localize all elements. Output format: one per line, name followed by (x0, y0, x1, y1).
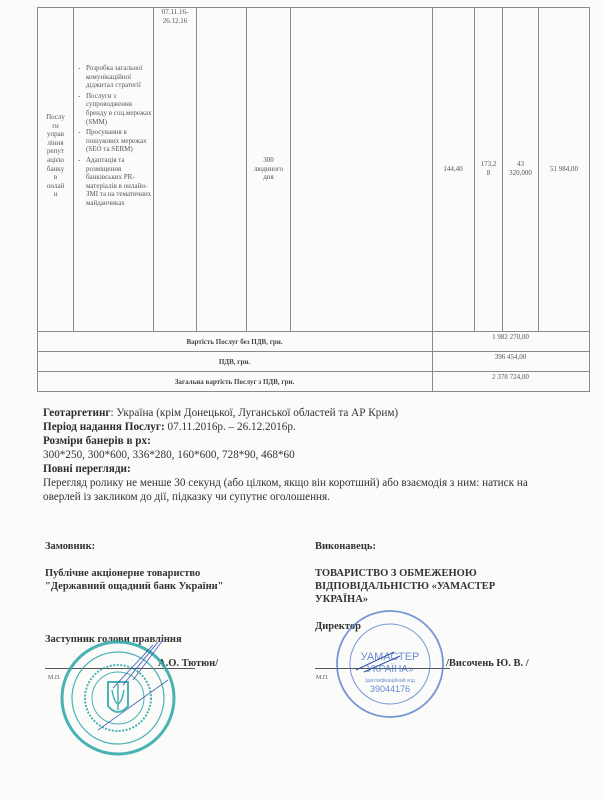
customer-signatory: А.О. Тютюн/ (158, 658, 219, 669)
stamp-code: 39044176 (369, 684, 411, 694)
customer-org-line2: "Державний ощадний банк України" (45, 581, 224, 592)
summary-value-vat: 396 454,00 (494, 353, 527, 361)
customer-mp: М.П. (48, 675, 61, 681)
service-item: - Розробка загальної комунікаційної діджитал стратегії (76, 64, 152, 90)
table-col-border (290, 7, 291, 331)
contractor-position: Директор (315, 621, 361, 632)
table-row-border (37, 371, 589, 372)
stamp-text-2: УКРАЇНА» (366, 664, 414, 675)
geo-label: Геотаргетинг (43, 407, 111, 419)
summary-label-total: Загальна вартість Послуг з ПДВ, грн. (174, 378, 295, 386)
contractor-mp: М.П. (316, 675, 329, 681)
banners-label: Розміри банерів в px: (43, 435, 151, 447)
service-item: - Послуги з супроводження бренду в соц.мережах (SMM) (76, 92, 152, 126)
table-col-border (589, 7, 590, 392)
geo-value: : Україна (крім Донецької, Луганської областей та АР Крим) (110, 407, 399, 419)
cell-price: 144,40 (443, 165, 463, 173)
banner-sizes-value: 300*250, 300*600, 336*280, 160*600, 728*90, 468*60 (43, 449, 295, 461)
contractor-heading: Виконавець: (315, 541, 376, 552)
table-col-border (73, 7, 74, 331)
stamp-sub: Ідентифікаційний код (365, 678, 415, 684)
table-col-border (196, 7, 197, 331)
contractor-stamp (334, 608, 446, 720)
summary-label-vat: ПДВ, грн. (218, 358, 251, 366)
cell-price-vat: 173,2 8 (480, 160, 497, 177)
table-row-border (37, 331, 589, 332)
period-value: 07.11.2016р. – 26.12.2016р. (164, 421, 296, 433)
banner-sizes-label (43, 435, 151, 449)
service-item: - Адаптація та розміщення банківських PR-матеріалів в онлайн-ЗМІ та на тематичних майданчиках (76, 156, 152, 208)
contractor-org-line2: ВІДПОВІДАЛЬНІСТЮ «УАМАСТЕР (315, 581, 496, 592)
service-item: - Просування в пошукових мережах (SEO та SERM) (76, 128, 152, 154)
customer-position: Заступник голови правління (45, 634, 182, 645)
customer-org-line1: Публічне акціонерне товариство (45, 568, 201, 579)
table-row-border (37, 351, 589, 352)
views-label: Повні перегляди: (43, 463, 131, 475)
period-label: Період надання Послуг: (43, 421, 165, 433)
geo-targeting (43, 407, 603, 421)
table-bottom-border (37, 391, 589, 392)
service-period (43, 421, 603, 435)
full-views-value: Перегляд ролику не менше 30 секунд (або цілком, якщо він коротший) або взаємодія з ним: натиск на оверлей із закликом до дії, підказку чи супутнє оголошення. (43, 477, 528, 503)
table-col-border (37, 7, 38, 392)
summary-value-total: 2 378 724,00 (492, 373, 529, 381)
service-items-list (76, 64, 152, 210)
customer-stamp (58, 640, 178, 760)
cell-amount: 51 984,00 (550, 165, 578, 173)
contractor-org-line3: УКРАЇНА» (315, 594, 369, 605)
contractor-org-line1: ТОВАРИСТВО З ОБМЕЖЕНОЮ (315, 568, 477, 579)
contractor-signatory: /Височень Ю. В. / (446, 658, 529, 669)
full-views-label (43, 463, 131, 477)
cell-period: 07.11.16- 26.12.16 (161, 8, 189, 25)
summary-value-net: 1 982 270,00 (492, 333, 529, 341)
cell-quantity: 43 320,000 (509, 160, 532, 177)
table-col-border (153, 7, 154, 331)
table-top-border (37, 7, 589, 8)
customer-heading: Замовник: (45, 541, 96, 552)
summary-label-net: Вартість Послуг без ПДВ, грн. (186, 338, 283, 346)
stamp-text: УАМАСТЕР (360, 651, 420, 663)
cell-service-name: Послу ги управ ління репут ацією банку в онлай н (46, 113, 65, 199)
cell-volume: 300 людиного дня (253, 156, 284, 182)
